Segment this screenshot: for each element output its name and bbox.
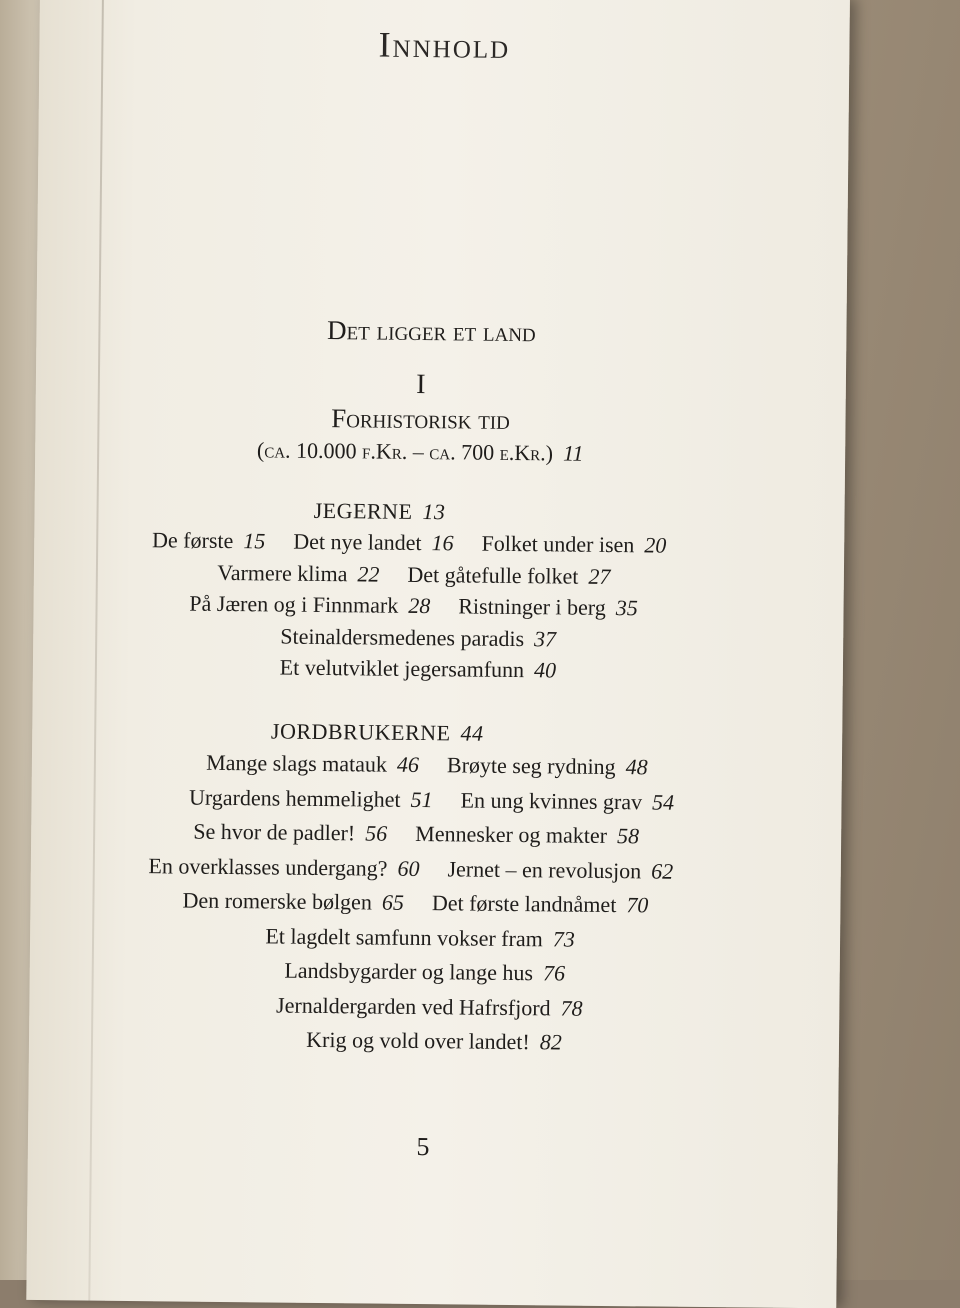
toc-entry-title: Se hvor de padler! — [193, 819, 355, 846]
toc-entry-page: 51 — [410, 786, 432, 811]
page-gutter — [88, 0, 104, 1301]
toc-entry-page: 37 — [534, 626, 556, 651]
toc-entry — [415, 821, 639, 848]
toc-entry-page: 70 — [626, 892, 648, 917]
toc-entry-page: 65 — [382, 890, 404, 915]
toc-entry — [152, 527, 266, 553]
toc-entry — [265, 923, 575, 951]
section-heading — [0, 494, 785, 528]
toc-entry — [217, 559, 379, 586]
epoch-dates: (ca. 10.000 f.Kr. – ca. 700 e.Kr.) — [257, 437, 553, 465]
toc-entry-page: 15 — [243, 528, 265, 553]
toc-entry — [182, 888, 404, 915]
part-number: I — [16, 365, 826, 405]
toc-entry-page: 78 — [560, 995, 582, 1020]
toc-line — [9, 557, 819, 591]
toc-entry — [447, 856, 673, 883]
toc-line — [22, 748, 832, 782]
toc-entry — [407, 561, 610, 588]
toc-entry-page: 16 — [431, 530, 453, 555]
toc-entry-title: Folket under isen — [481, 531, 634, 558]
toc-entry-page: 48 — [626, 754, 648, 779]
toc-entry-title: Ristninger i berg — [458, 593, 606, 620]
toc-entry — [460, 787, 674, 814]
toc-entry — [189, 591, 430, 619]
section-heading-label: JORDBRUKERNE — [271, 718, 451, 745]
toc-entry-title: En ung kvinnes grav — [460, 787, 642, 814]
epoch-dates-line — [15, 435, 825, 469]
toc-entry-title: Det nye landet — [293, 529, 422, 555]
toc-entry-page: 62 — [651, 858, 673, 883]
section-heading-label: JEGERNE — [314, 498, 413, 524]
book-page — [26, 0, 850, 1308]
toc-entry — [276, 992, 583, 1020]
toc-entry-page: 27 — [588, 563, 610, 588]
toc-line — [13, 620, 823, 654]
toc-entry-page: 76 — [543, 960, 565, 985]
toc-entry-page: 35 — [616, 595, 638, 620]
toc-entry-title: Et velutviklet jegersamfunn — [280, 655, 525, 683]
toc-entry-page: 58 — [617, 823, 639, 848]
toc-line — [20, 955, 830, 989]
page-number: 5 — [18, 1128, 828, 1166]
toc-entry-title: Brøyte seg rydning — [447, 752, 616, 779]
toc-line — [10, 886, 820, 920]
toc-entry-title: På Jæren og i Finnmark — [189, 591, 398, 618]
toc-entry — [432, 890, 649, 917]
toc-entry-title: Mennesker og makter — [415, 821, 607, 848]
toc-entry — [206, 750, 419, 777]
epoch-title: Forhistorisk tid — [15, 400, 825, 439]
toc-entry — [280, 623, 556, 651]
toc-entry-title: Urgardens hemmelighet — [189, 784, 401, 811]
toc-entry — [193, 819, 387, 846]
toc-entry — [293, 529, 454, 556]
toc-entry-page: 46 — [397, 752, 419, 777]
toc-line — [13, 652, 823, 686]
toc-line — [8, 589, 818, 623]
toc-entry — [458, 593, 638, 620]
toc-entry — [284, 958, 565, 986]
toc-line — [4, 526, 814, 560]
toc-entry-page: 40 — [534, 657, 556, 682]
toc-entry — [481, 531, 666, 558]
toc-entry — [148, 853, 419, 881]
toc-line — [11, 817, 821, 851]
toc-entry-page: 28 — [408, 593, 430, 618]
toc-entry-title: De første — [152, 527, 234, 553]
toc-entry — [306, 1027, 562, 1055]
toc-entry-title: Steinaldersmedenes paradis — [280, 623, 524, 651]
toc-entry-title: En overklasses undergang? — [148, 853, 387, 881]
toc-entry-page: 20 — [644, 532, 666, 557]
toc-entry-title: Den romerske bølgen — [182, 888, 372, 915]
part-title: Det ligger et land — [26, 312, 836, 351]
toc-entry-page: 56 — [365, 820, 387, 845]
section-heading — [0, 715, 782, 749]
toc-entry-page: 82 — [540, 1029, 562, 1054]
toc-entry-title: Jernaldergarden ved Hafrsfjord — [276, 992, 551, 1020]
toc-entry-page: 60 — [397, 855, 419, 880]
toc-line — [15, 920, 825, 954]
toc-entry-title: Det gåtefulle folket — [407, 561, 578, 588]
toc-entry-title: Landsbygarder og lange hus — [284, 958, 533, 986]
toc-entry-title: Mange slags matauk — [206, 750, 387, 777]
toc-line — [29, 1024, 839, 1058]
toc-line — [6, 851, 816, 885]
page-title: Innhold — [39, 20, 849, 70]
toc-entry-page: 22 — [357, 561, 379, 586]
toc-entry-title: Varmere klima — [217, 559, 347, 585]
toc-line — [24, 989, 834, 1023]
toc-entry-title: Det første landnåmet — [432, 890, 617, 917]
toc-entry — [447, 752, 648, 779]
toc-entry-page: 54 — [652, 789, 674, 814]
section-heading-page: 13 — [422, 499, 445, 524]
toc-entry-title: Jernet – en revolusjon — [447, 856, 641, 883]
toc-entry-page: 73 — [553, 926, 575, 951]
toc-entry — [280, 655, 557, 683]
toc-entry-title: Krig og vold over landet! — [306, 1027, 530, 1054]
toc-line — [26, 782, 836, 816]
toc-entry-title: Et lagdelt samfunn vokser fram — [265, 923, 543, 951]
epoch-page: 11 — [563, 441, 584, 466]
section-heading-page: 44 — [460, 720, 483, 745]
toc-entry — [189, 784, 433, 812]
